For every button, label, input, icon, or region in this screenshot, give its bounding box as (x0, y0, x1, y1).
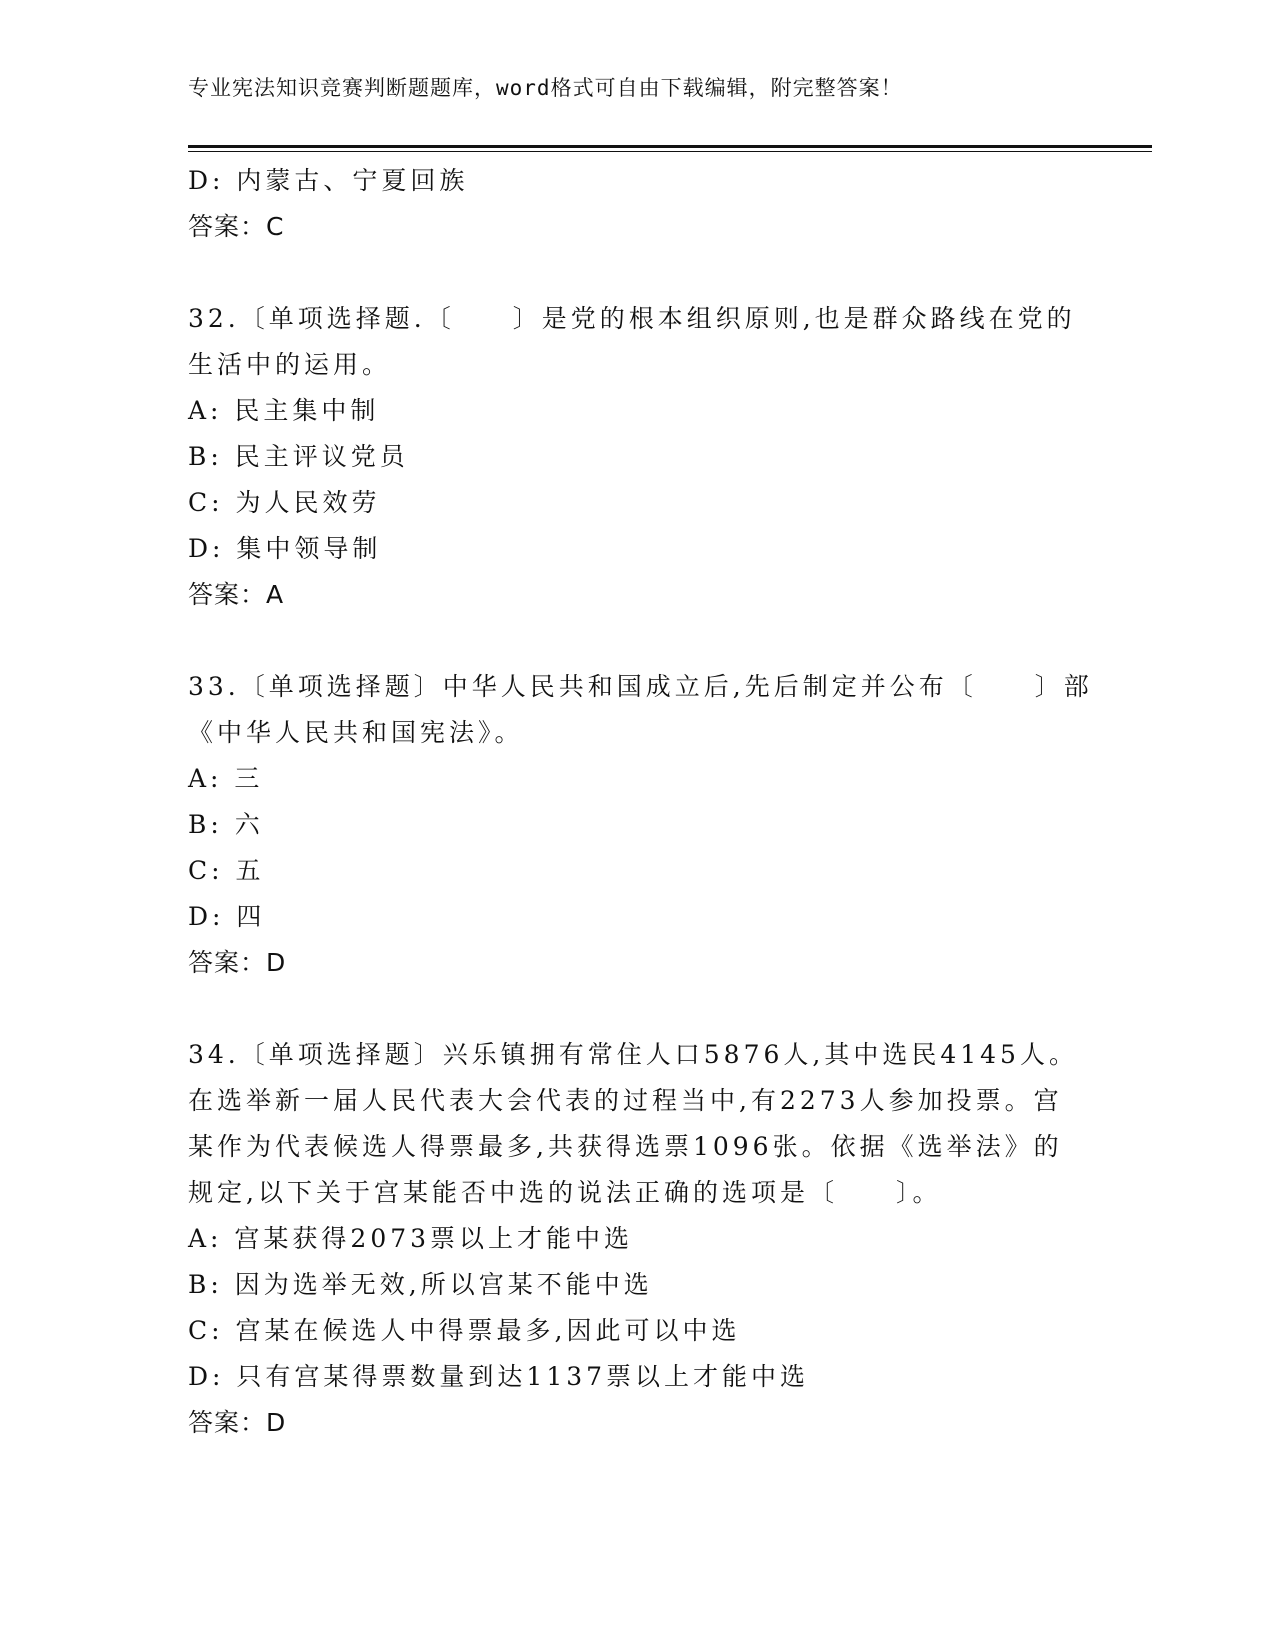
spacer (188, 986, 1148, 1032)
page-header: 专业宪法知识竞赛判断题题库，word格式可自由下载编辑，附完整答案！ (188, 76, 903, 100)
q34-answer: 答案：D (188, 1408, 287, 1437)
q31-option-d: D: 内蒙古、宁夏回族 (188, 166, 469, 195)
header-rule-thick (188, 145, 1152, 148)
q34-option-b: B: 因为选举无效,所以宫某不能中选 (188, 1270, 653, 1299)
q32-stem-line: 32.〔单项选择题.〔 〕是党的根本组织原则,也是群众路线在党的 (188, 304, 1076, 333)
q34-stem-line: 某作为代表候选人得票最多,共获得选票1096张。依据《选举法》的 (188, 1132, 1063, 1161)
q32-option-d: D: 集中领导制 (188, 534, 382, 563)
q32-option-b: B: 民主评议党员 (188, 442, 409, 471)
q33-stem-line: 33.〔单项选择题〕中华人民共和国成立后,先后制定并公布〔 〕部 (188, 672, 1093, 701)
spacer (188, 250, 1148, 296)
q34-option-c: C: 宫某在候选人中得票最多,因此可以中选 (188, 1316, 741, 1345)
q32-option-a: A: 民主集中制 (188, 396, 380, 425)
q32-answer: 答案：A (188, 580, 285, 609)
q34-option-a: A: 宫某获得2073票以上才能中选 (188, 1224, 634, 1253)
q33-option-d: D: 四 (188, 902, 266, 931)
document-body (188, 158, 1148, 1446)
q33-option-b: B: 六 (188, 810, 264, 839)
q34-stem-line: 34.〔单项选择题〕兴乐镇拥有常住人口5876人,其中选民4145人。 (188, 1040, 1078, 1069)
header-rule-thin (188, 151, 1152, 152)
q33-stem-line: 《中华人民共和国宪法》。 (188, 718, 524, 747)
q33-option-c: C: 五 (188, 856, 265, 885)
q31-answer: 答案：C (188, 212, 285, 241)
q34-stem-line: 在选举新一届人民代表大会代表的过程当中,有2273人参加投票。宫 (188, 1086, 1063, 1115)
q34-stem-line: 规定,以下关于宫某能否中选的说法正确的选项是〔 〕。 (188, 1178, 942, 1207)
q32-option-c: C: 为人民效劳 (188, 488, 381, 517)
q33-option-a: A: 三 (188, 764, 264, 793)
q32-stem-line: 生活中的运用。 (188, 350, 392, 379)
q34-option-d: D: 只有宫某得票数量到达1137票以上才能中选 (188, 1362, 810, 1391)
spacer (188, 618, 1148, 664)
q33-answer: 答案：D (188, 948, 287, 977)
